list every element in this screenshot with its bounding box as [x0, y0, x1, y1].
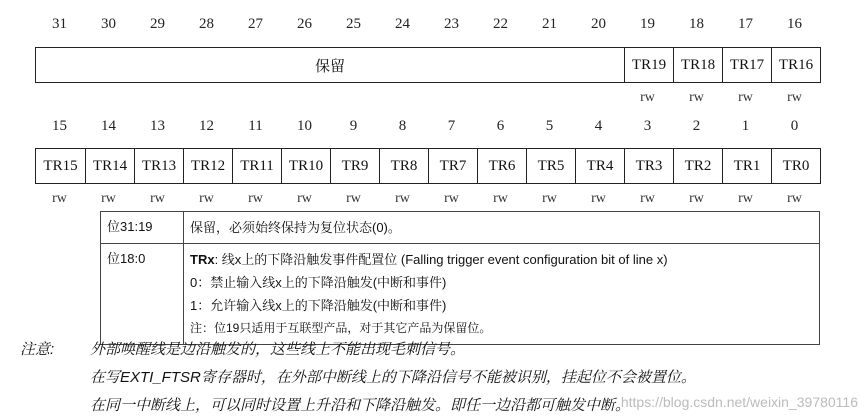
- bit-number: 21: [542, 16, 557, 32]
- bit-number: 28: [199, 16, 214, 32]
- bit-description: [184, 244, 820, 345]
- bit-number: 9: [349, 118, 358, 134]
- access-type-label: rw: [150, 191, 165, 206]
- field-summary: : 线x上的下降沿触发事件配置位 (Falling trigger event configuration bit of line x): [214, 252, 668, 267]
- bit-number: 31: [52, 16, 67, 32]
- bit-field: TR2: [673, 149, 722, 183]
- reserved-field: 保留: [314, 58, 345, 75]
- field-title: [190, 248, 813, 271]
- bit-number: 30: [101, 16, 116, 32]
- bit-number: 7: [447, 118, 456, 134]
- bit-number: 24: [395, 16, 410, 32]
- bit-number: 12: [199, 118, 214, 134]
- bit-field: TR18: [673, 48, 722, 82]
- bit-field: TR0: [771, 149, 820, 183]
- access-type-label: rw: [346, 191, 361, 206]
- bit-number: 13: [150, 118, 165, 134]
- access-type-label: rw: [689, 90, 704, 105]
- note-line-3: 在同一中断线上，可以同时设置上升沿和下降沿触发。即任一边沿都可触发中断。: [90, 397, 631, 414]
- bit-range-label: 位31:19: [101, 212, 184, 244]
- table-row: [101, 244, 820, 345]
- bit-field: TR5: [526, 149, 575, 183]
- bit-field: TR17: [722, 48, 771, 82]
- option-0: 0：禁止输入线x上的下降沿触发(中断和事件): [190, 275, 447, 290]
- bit-range-label: 位18:0: [101, 244, 184, 345]
- bit-number: 16: [787, 16, 802, 32]
- access-type-label: rw: [689, 191, 704, 206]
- access-type-label: rw: [738, 90, 753, 105]
- bit-number: 0: [790, 118, 799, 134]
- note-line-1: 外部唤醒线是边沿触发的，这些线上不能出现毛刺信号。: [90, 341, 466, 358]
- bit-number: 11: [248, 118, 263, 134]
- bit-description: [184, 212, 820, 244]
- access-type-label: rw: [248, 191, 263, 206]
- access-type-label: rw: [787, 191, 802, 206]
- access-type-label: rw: [444, 191, 459, 206]
- bit-field: TR10: [281, 149, 330, 183]
- bit-field: TR15: [43, 157, 78, 174]
- bit-number: 5: [545, 118, 554, 134]
- bit-number: 1: [741, 118, 750, 134]
- bit-field: TR9: [330, 149, 379, 183]
- watermark-text: https://blog.csdn.net/weixin_39780116: [620, 394, 858, 410]
- reserved-description: 保留，必须始终保持为复位状态(0)。: [190, 220, 401, 235]
- bit-field: TR6: [477, 149, 526, 183]
- bit-number: 6: [496, 118, 505, 134]
- access-type-label: rw: [493, 191, 508, 206]
- access-type-label: rw: [297, 191, 312, 206]
- bit-field: TR7: [428, 149, 477, 183]
- register-bits-15-0: [35, 148, 821, 184]
- access-type-label: rw: [395, 191, 410, 206]
- bit-number: 4: [594, 118, 603, 134]
- access-type-label: rw: [591, 191, 606, 206]
- bit-number: 10: [297, 118, 312, 134]
- register-bits-31-16: [35, 47, 821, 83]
- bit-number: 29: [150, 16, 165, 32]
- bit-description-table: [100, 211, 820, 345]
- bit-field: TR4: [575, 149, 624, 183]
- bit-field: TR19: [624, 48, 673, 82]
- bit-number: 18: [689, 16, 704, 32]
- bit-number: 3: [643, 118, 652, 134]
- bit-number: 26: [297, 16, 312, 32]
- note-line-2: 在写EXTI_FTSR寄存器时，在外部中断线上的下降沿信号不能被识别，挂起位不会被置位。: [90, 369, 696, 386]
- access-type-label: rw: [640, 90, 655, 105]
- bit-number: 14: [101, 118, 116, 134]
- bit-field: TR16: [771, 48, 820, 82]
- bit-number: 17: [738, 16, 753, 32]
- access-type-label: rw: [542, 191, 557, 206]
- field-name: TRx: [190, 252, 215, 267]
- bit-number: 25: [346, 16, 361, 32]
- field-note: 注：位19只适用于互联型产品，对于其它产品为保留位。: [190, 321, 492, 335]
- bit-field: TR1: [722, 149, 771, 183]
- bit-number: 27: [248, 16, 263, 32]
- option-1: 1：允许输入线x上的下降沿触发(中断和事件): [190, 298, 447, 313]
- bit-number: 23: [444, 16, 459, 32]
- access-type-label: rw: [640, 191, 655, 206]
- bit-field: TR13: [134, 149, 183, 183]
- table-row: [101, 212, 820, 244]
- bit-field: TR3: [624, 149, 673, 183]
- bit-number: 20: [591, 16, 606, 32]
- bit-field: TR11: [232, 149, 281, 183]
- bit-number: 22: [493, 16, 508, 32]
- access-type-label: rw: [787, 90, 802, 105]
- notes-title: 注意:: [20, 341, 55, 358]
- bit-field: TR8: [379, 149, 428, 183]
- bit-number: 15: [52, 118, 67, 134]
- access-type-label: rw: [52, 191, 67, 206]
- bit-number: 19: [640, 16, 655, 32]
- access-type-label: rw: [199, 191, 214, 206]
- access-type-label: rw: [738, 191, 753, 206]
- bit-field: TR14: [85, 149, 134, 183]
- bit-field: TR12: [183, 149, 232, 183]
- bit-number: 2: [692, 118, 701, 134]
- bit-number: 8: [398, 118, 407, 134]
- access-type-label: rw: [101, 191, 116, 206]
